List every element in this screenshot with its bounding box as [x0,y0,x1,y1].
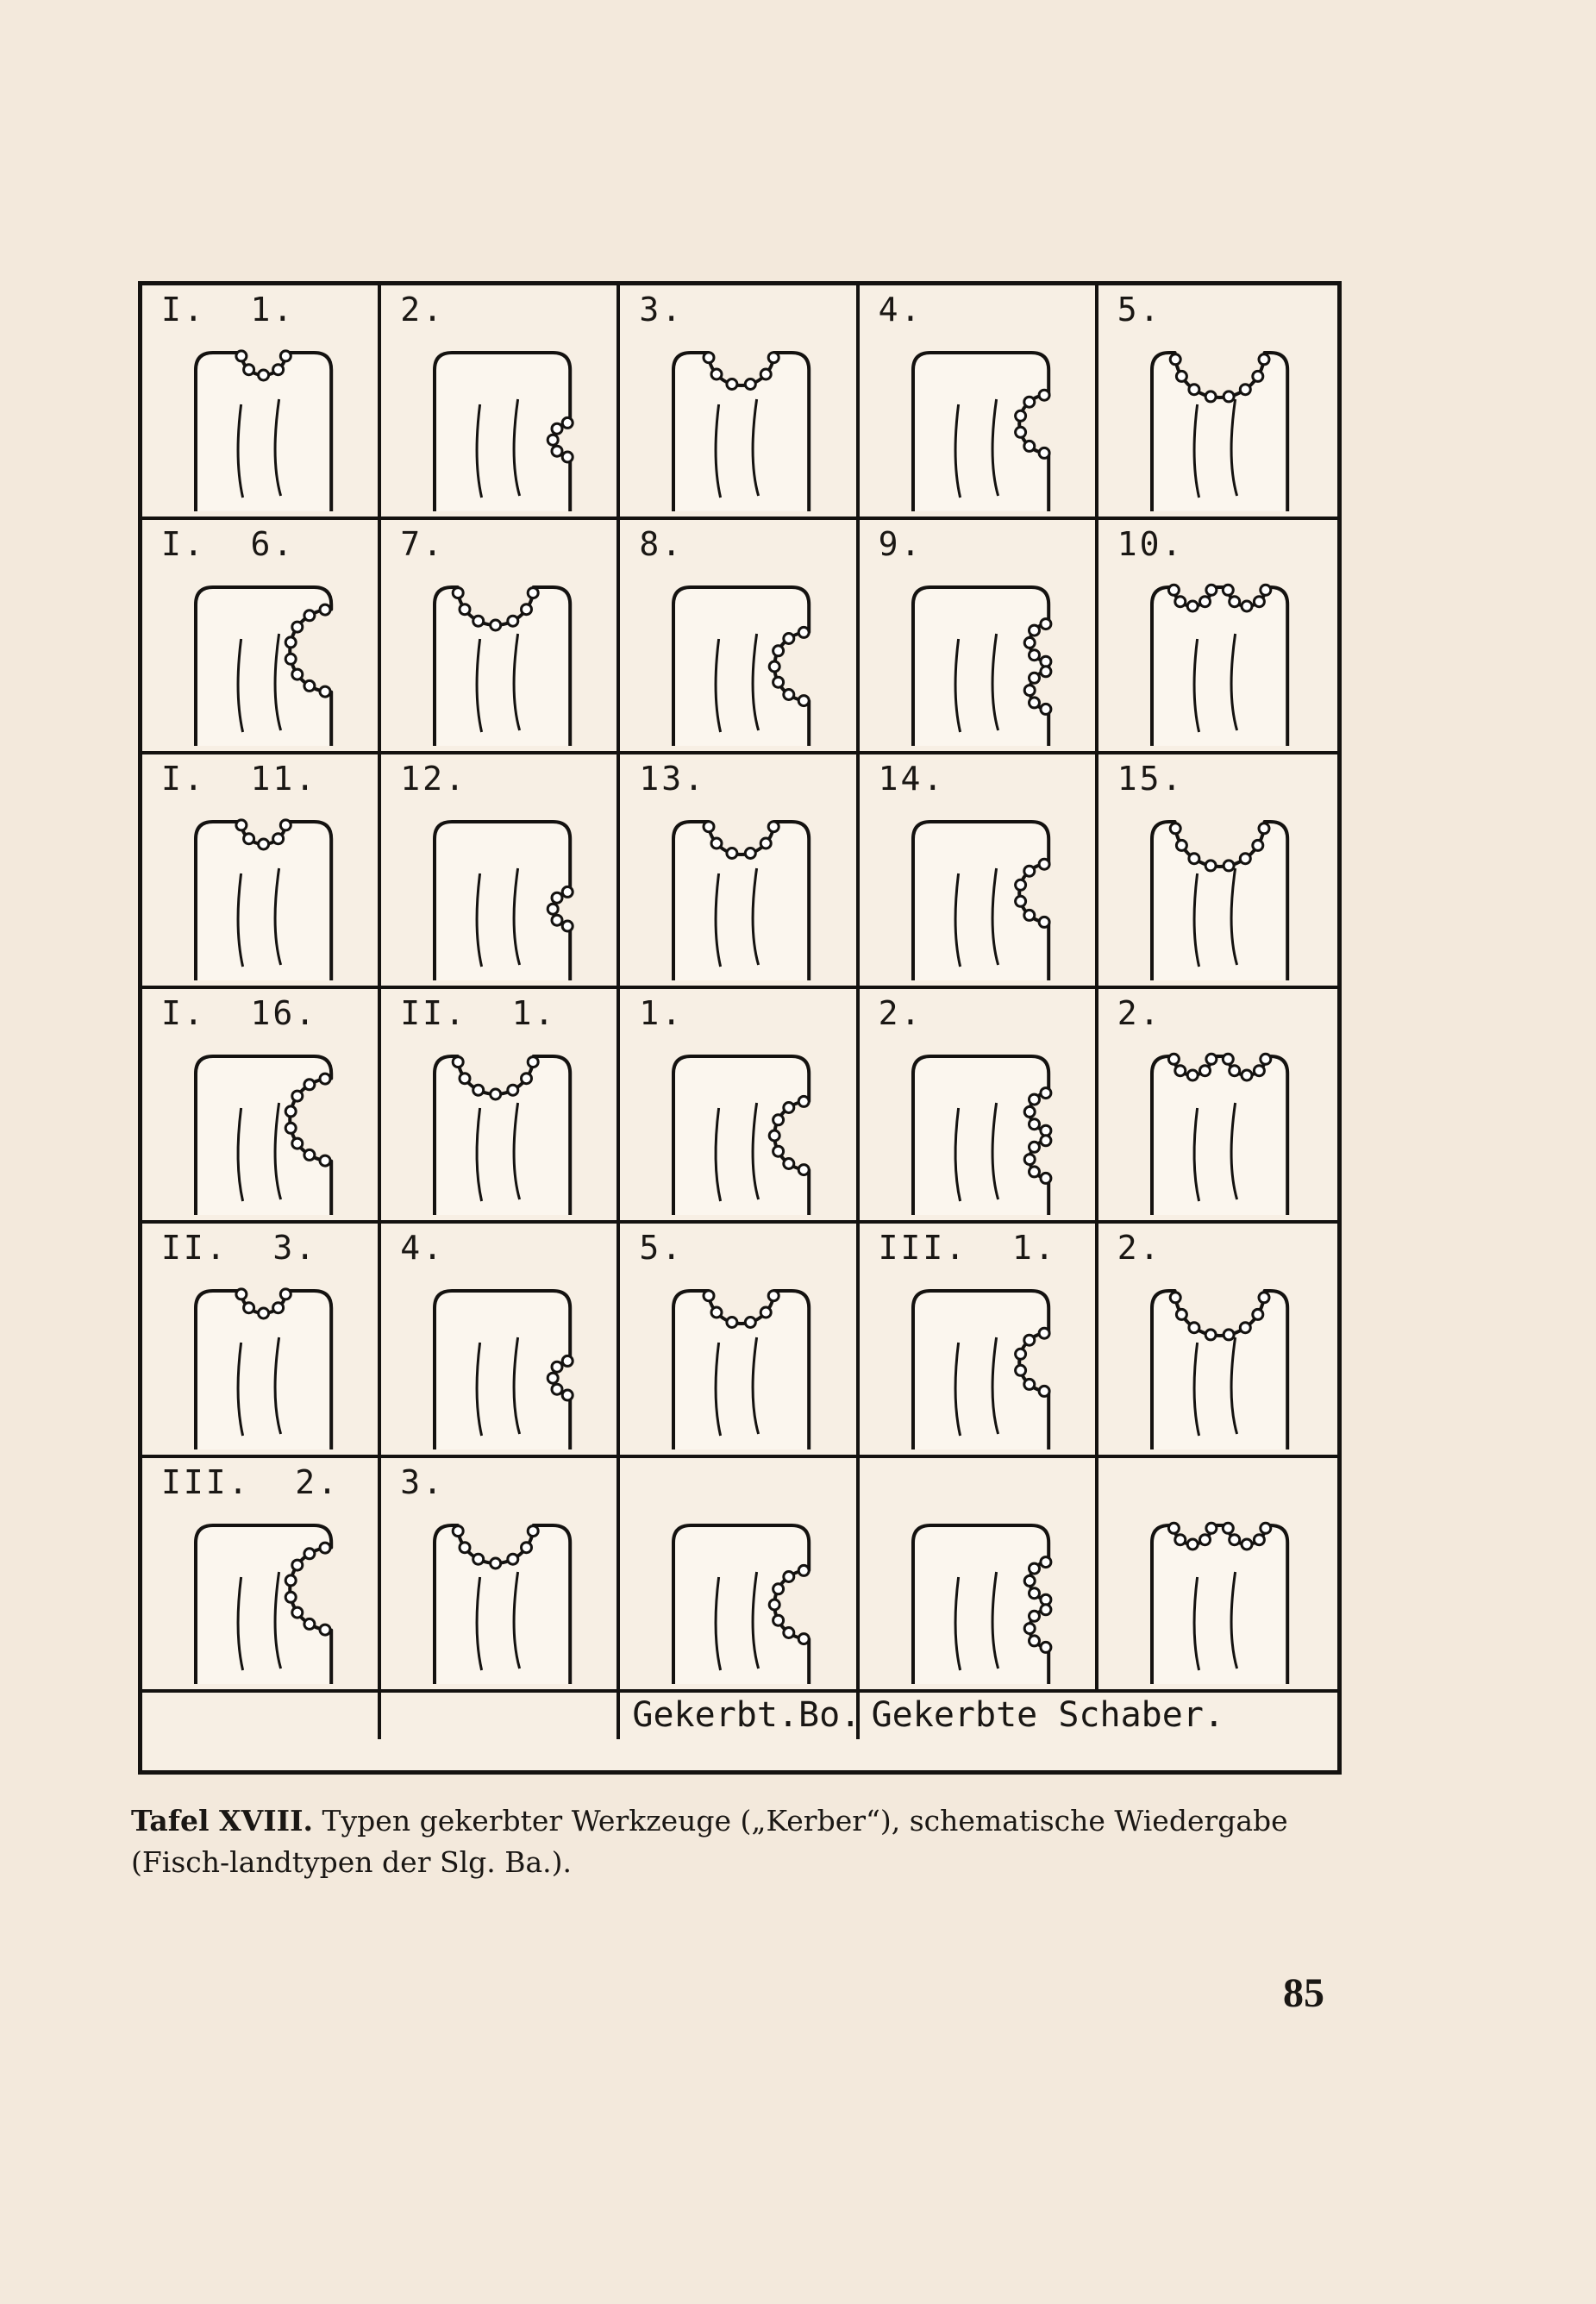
plate-cell [1098,520,1337,754]
cell-number-label: 3. [400,1463,445,1501]
cell-number-label: 5. [1117,291,1162,329]
tool-drawing [860,1458,1098,1693]
plate-cell [860,285,1098,520]
plate-cell [1098,285,1337,520]
cell-number-label: I. 1. [161,291,296,329]
plate-cell [1098,1458,1337,1693]
cell-number-label: 3. [639,291,685,329]
cell-number-label: 10. [1117,525,1185,563]
plate-cell [860,1224,1098,1458]
plate-cell [620,520,859,754]
plate-cell [620,285,859,520]
plate-cell [381,520,620,754]
plate-cell [860,1458,1098,1693]
tool-drawing [620,1458,859,1693]
footer-label-notched-scrapers: Gekerbte Schaber. [871,1695,1224,1735]
caption-text: Typen gekerbter Werkzeuge („Kerber“), schematische Wiedergabe (Fisch-landtypen der Slg. Ba.). [131,1804,1288,1879]
cell-number-label: II. 1. [400,994,557,1032]
plate-cell [142,1458,381,1693]
page-number: 85 [1283,1970,1324,2016]
cell-number-label: I. 6. [161,525,296,563]
footer-empty-cell [381,1693,620,1739]
plate-cell [381,285,620,520]
cell-number-label: 14. [878,760,946,798]
cell-number-label: 12. [400,760,467,798]
figure-caption [131,1800,1338,1883]
cell-number-label: 4. [400,1229,445,1267]
plate-cell [620,1224,859,1458]
plate-cell [381,754,620,989]
cell-number-label: I. 16. [161,994,318,1032]
plate-cell [142,520,381,754]
plate-cell [1098,989,1337,1224]
plate-cell [620,989,859,1224]
plate-cell [1098,754,1337,989]
plate-cell [381,1224,620,1458]
plate-cell [381,989,620,1224]
plate-figure [138,281,1342,1775]
cell-number-label: 2. [1117,1229,1162,1267]
plate-cell [620,1458,859,1693]
plate-cell [381,1458,620,1693]
plate-cell [620,754,859,989]
footer-empty-cell [142,1693,381,1739]
cell-number-label: 2. [1117,994,1162,1032]
cell-number-label: 9. [878,525,923,563]
cell-number-label: 15. [1117,760,1185,798]
plate-cell [142,989,381,1224]
cell-number-label: 4. [878,291,923,329]
cell-number-label: 2. [400,291,445,329]
caption-plate-id: Tafel XVIII. [131,1804,314,1838]
cell-number-label: 1. [639,994,685,1032]
plate-cell [1098,1224,1337,1458]
plate-cell [860,520,1098,754]
cell-number-label: 13. [639,760,707,798]
tool-drawing [1098,1458,1337,1693]
plate-cell [142,754,381,989]
plate-cell [860,989,1098,1224]
plate-cell [860,754,1098,989]
cell-number-label: III. 2. [161,1463,341,1501]
footer-rule [142,1689,1337,1693]
footer-label-notched-drill: Gekerbt.Bo. [620,1693,859,1739]
cell-number-label: 7. [400,525,445,563]
cell-number-label: 8. [639,525,685,563]
cell-number-label: III. 1. [878,1229,1057,1267]
cell-number-label: I. 11. [161,760,318,798]
cell-number-label: 5. [639,1229,685,1267]
plate-cell [142,1224,381,1458]
plate-cell [142,285,381,520]
cell-number-label: 2. [878,994,923,1032]
cell-number-label: II. 3. [161,1229,318,1267]
